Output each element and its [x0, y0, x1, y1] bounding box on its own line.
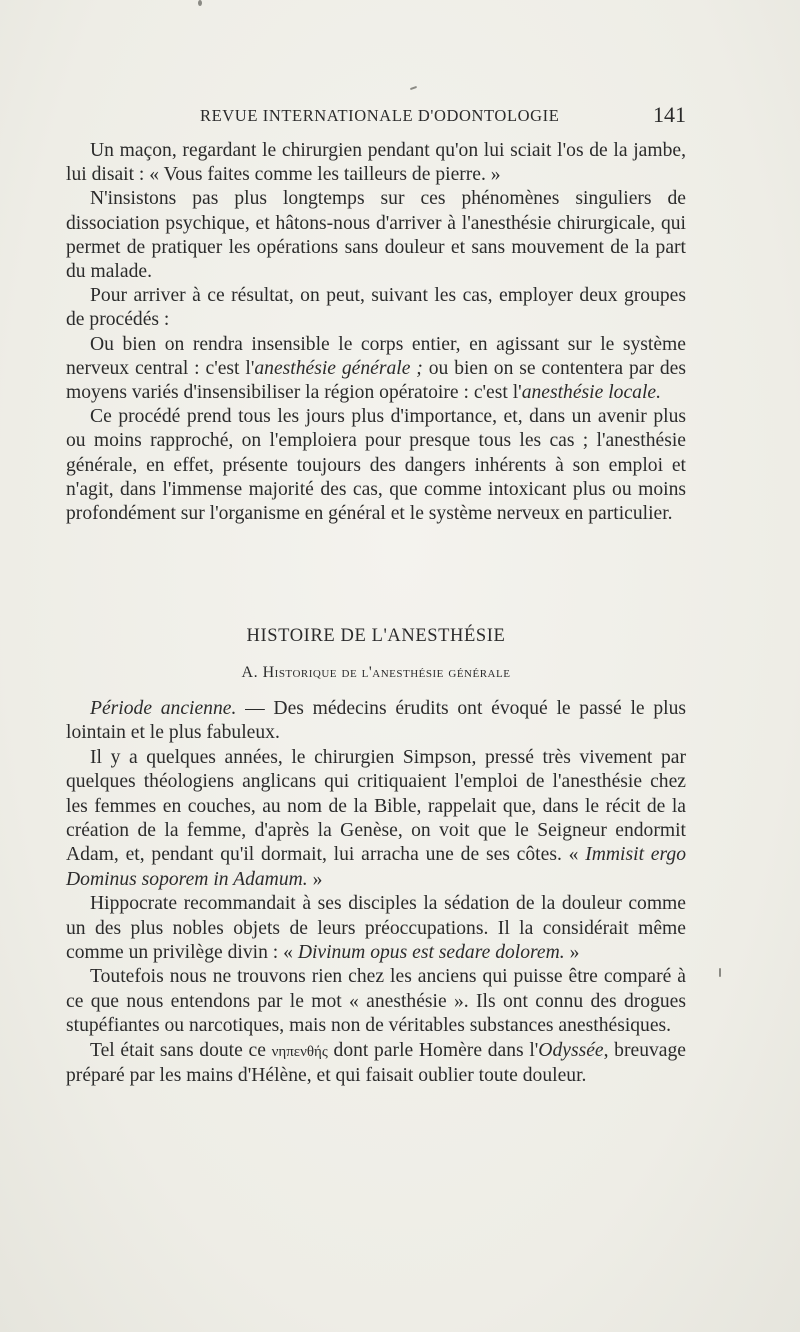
page-header [66, 104, 686, 130]
paper-speck [410, 86, 417, 90]
text-run: Ou bien on rendra insensible le corps entier, en agissant sur le système nerveux central : c'est l' [66, 333, 686, 379]
italic-title: Odyssée [538, 1039, 604, 1061]
body-text-top [66, 139, 686, 526]
paper-speck [198, 0, 202, 6]
paragraph: Toutefois nous ne trouvons rien chez les anciens qui puisse être comparé à ce que nous entendons par le mot « anesthésie ». Ils ont connu des drogues stupéfiantes ou narcotiques, mais non de véritables substances anesthésiques. [66, 966, 686, 1037]
text-run: Hippocrate recommandait à ses disciples la sédation de la douleur comme un des plus nobles objets de leurs préoccupations. Il la considérait même comme un privilège divin : « [66, 893, 686, 964]
paragraph [66, 1039, 686, 1089]
paper-speck [719, 968, 721, 977]
paragraph: N'insistons pas plus longtemps sur ces phénomènes singuliers de dissociation psychique, et hâtons-nous d'arriver à l'anesthésie chirurgicale, qui permet de pratiquer les opérations sans douleur et sans mouvement de la part du malade. [66, 188, 686, 283]
italic-heading: Période ancienne. [90, 698, 237, 719]
text-run: Il y a quelques années, le chirurgien Simpson, pressé très vivement par quelques théologiens anglicans qui critiquaient l'emploi de l'anesthésie chez les femmes en couches, au nom de la Bible, rappelait que, dans le récit de la création de la femme, d'après la Genèse, on voit que le Seigneur endormit Adam, et, pendant qu'il dormait, lui arracha une de ses côtes. « [66, 746, 686, 866]
running-head: REVUE INTERNATIONALE D'ODONTOLOGIE [200, 106, 560, 125]
paragraph: Pour arriver à ce résultat, on peut, suivant les cas, employer deux groupes de procédés : [66, 285, 686, 331]
paragraph [66, 333, 686, 406]
sub-title: A. Historique de l'anesthésie générale [241, 664, 511, 681]
paragraph [66, 746, 686, 892]
latin-quote: Divinum opus est sedare dolorem. [297, 942, 565, 964]
latin-quote: Immisit ergo Dominus soporem in Adamum. [66, 844, 686, 890]
text-run: , breuvage préparé par les mains d'Hélène, et qui faisait oublier toute douleur. [66, 1039, 686, 1087]
body-text-bottom [66, 697, 686, 1089]
paragraph [66, 697, 686, 746]
page-number: 141 [653, 102, 686, 127]
greek-word: νηπενθής [271, 1043, 328, 1060]
paragraph [66, 892, 686, 965]
italic-term: anesthésie locale. [521, 382, 661, 404]
text-run: dont parle Homère dans l' [327, 1039, 539, 1061]
text-run: » [307, 868, 323, 890]
text-run: ou bien on se contentera par des moyens variés d'insensibiliser la région opératoire : c'est l' [66, 357, 686, 404]
italic-term: anesthésie générale ; [254, 357, 423, 379]
text-run: Tel était sans doute ce [90, 1039, 272, 1061]
paragraph: Ce procédé prend tous les jours plus d'importance, et, dans un avenir plus ou moins rapproché, on l'emploiera pour presque tous les cas ; l'anesthésie générale, en effet, présente toujours des dangers inhérents à son emploi et n'agit, dans l'immense majorité des cas, que comme intoxicant plus ou moins profondément sur l'organisme en général et le système nerveux en particulier. [66, 406, 686, 525]
paragraph: Un maçon, regardant le chirurgien pendant qu'on lui sciait l'os de la jambe, lui disait : « Vous faites comme les tailleurs de pierre. » [66, 140, 686, 186]
text-run: » [564, 942, 580, 964]
text-run: — Des médecins érudits ont évoqué le passé le plus lointain et le plus fabuleux. [66, 698, 687, 744]
section-title: HISTOIRE DE L'ANESTHÉSIE [246, 626, 506, 646]
